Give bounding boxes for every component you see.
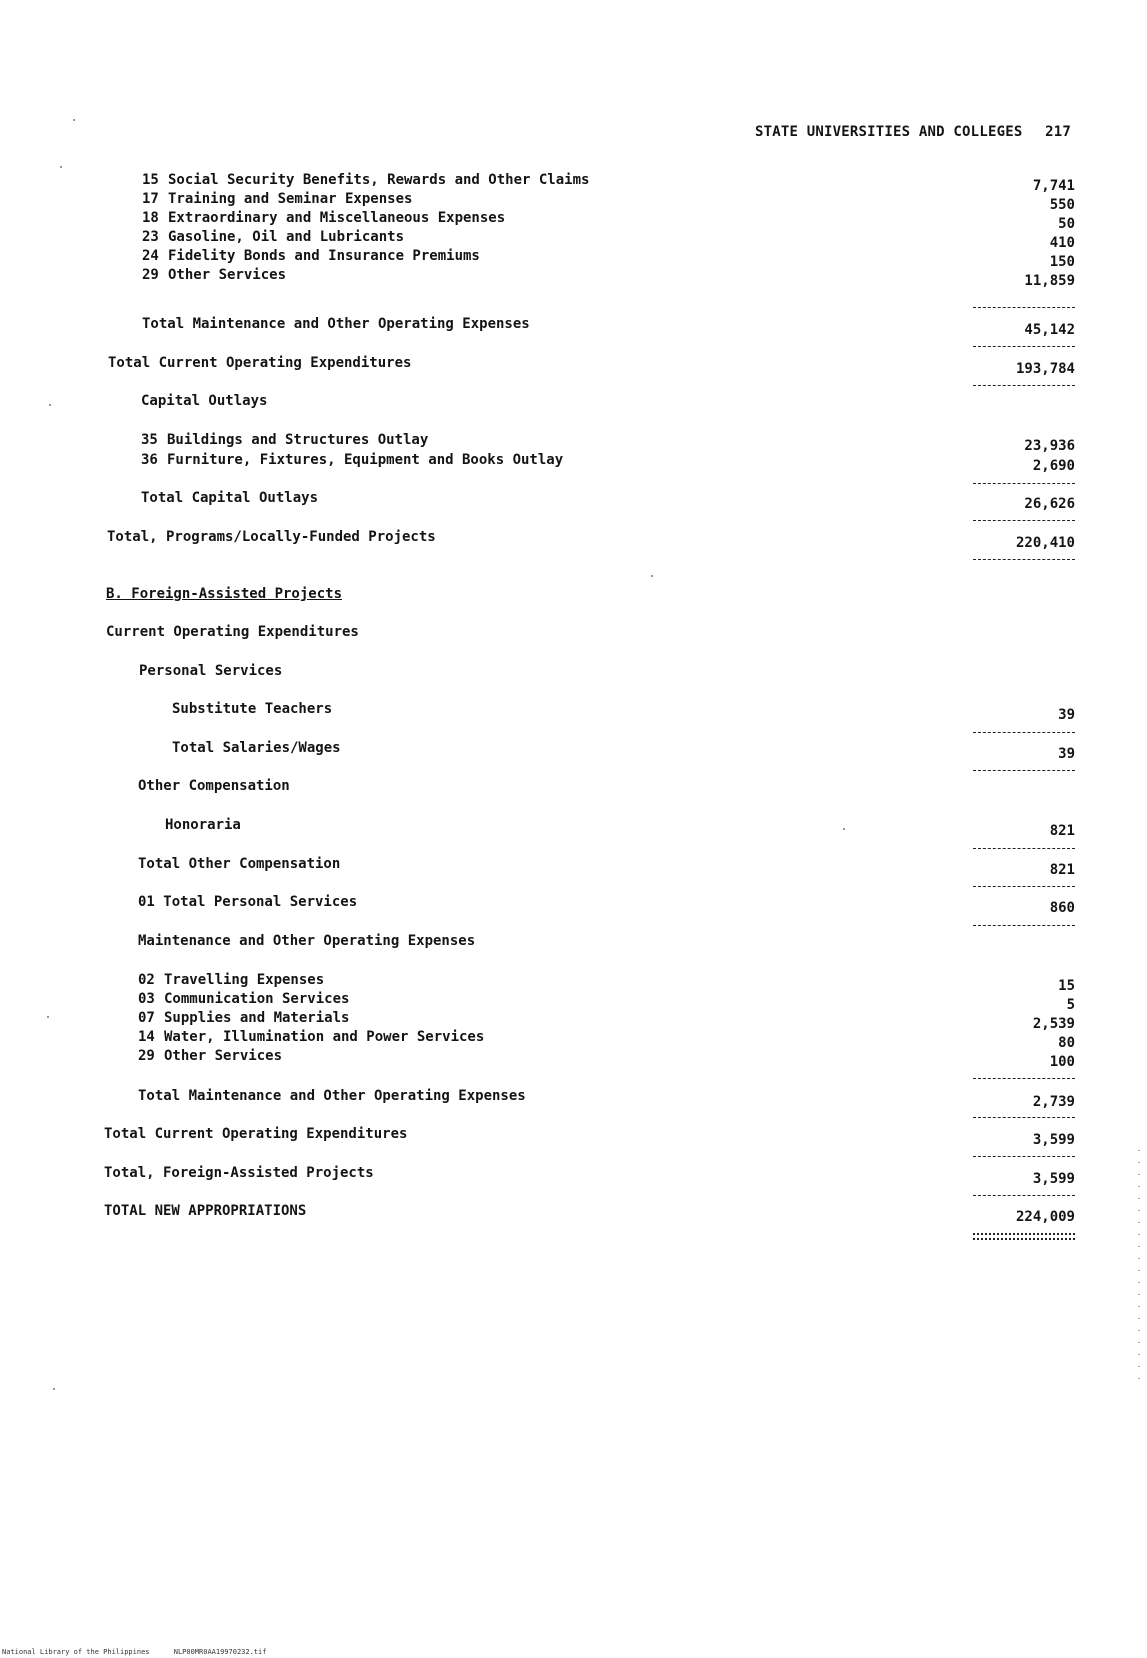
line-item-label: Supplies and Materials xyxy=(164,1010,350,1026)
line-item xyxy=(0,430,1147,454)
account-code: 14 xyxy=(138,1029,155,1045)
line-item-label: Total Other Compensation xyxy=(138,856,341,872)
line-item xyxy=(0,227,1147,251)
account-code: 29 xyxy=(142,267,159,283)
subtotal-rule xyxy=(973,886,1075,887)
line-item-amount: 50 xyxy=(1058,216,1075,232)
line-item-label: Other Services xyxy=(168,267,287,283)
line-item-label: Total Capital Outlays xyxy=(141,490,319,506)
scan-speck xyxy=(73,119,75,121)
subtotal-rule xyxy=(973,848,1075,849)
subtotal-row xyxy=(0,738,1147,762)
section-heading-label: Personal Services xyxy=(139,663,283,679)
account-code: 36 xyxy=(141,452,158,468)
line-item-amount: 821 xyxy=(1049,823,1075,839)
total-row xyxy=(0,892,1147,916)
line-item-amount: 3,599 xyxy=(1032,1171,1075,1187)
page-header-title: STATE UNIVERSITIES AND COLLEGES xyxy=(754,124,1023,140)
line-item-label: Total Salaries/Wages xyxy=(172,740,341,756)
line-item-label: Total, Foreign-Assisted Projects xyxy=(104,1165,374,1181)
footer-source: National Library of the Philippines xyxy=(2,1648,150,1656)
scan-speck xyxy=(49,404,51,406)
total-row xyxy=(0,1124,1147,1148)
scan-speck xyxy=(843,828,845,830)
line-item-label: Substitute Teachers xyxy=(172,701,333,717)
account-code: 02 xyxy=(138,972,155,988)
line-item-amount: 26,626 xyxy=(1024,496,1075,512)
line-item xyxy=(0,189,1147,213)
line-item-amount: 45,142 xyxy=(1024,322,1075,338)
line-item xyxy=(0,989,1147,1013)
line-item-amount: 7,741 xyxy=(1032,178,1075,194)
line-item-amount: 2,739 xyxy=(1032,1094,1075,1110)
line-item-amount: 100 xyxy=(1049,1054,1075,1070)
line-item-label: Social Security Benefits, Rewards and Other Claims xyxy=(168,172,590,188)
total-row xyxy=(0,353,1147,377)
section-heading xyxy=(0,622,1147,642)
line-item-amount: 150 xyxy=(1049,254,1075,270)
section-heading xyxy=(0,776,1147,796)
line-item-label: Extraordinary and Miscellaneous Expenses xyxy=(168,210,506,226)
subtotal-rule xyxy=(973,770,1075,771)
line-item-amount: 224,009 xyxy=(1015,1209,1075,1225)
line-item xyxy=(0,815,1147,839)
subtotal-rule xyxy=(973,559,1075,560)
scan-footer xyxy=(2,1648,266,1656)
account-code: 03 xyxy=(138,991,155,1007)
line-item-amount: 821 xyxy=(1049,862,1075,878)
line-item-label: Water, Illumination and Power Services xyxy=(164,1029,485,1045)
section-heading xyxy=(0,661,1147,681)
line-item-amount: 550 xyxy=(1049,197,1075,213)
line-item-label: Total Current Operating Expenditures xyxy=(108,355,412,371)
line-item xyxy=(0,1027,1147,1051)
subtotal-row xyxy=(0,1086,1147,1110)
line-item-amount: 193,784 xyxy=(1015,361,1075,377)
line-item-amount: 860 xyxy=(1049,900,1075,916)
scan-speck xyxy=(53,1388,55,1390)
line-item-label: Gasoline, Oil and Lubricants xyxy=(168,229,405,245)
line-item xyxy=(0,1008,1147,1032)
subtotal-rule xyxy=(973,385,1075,386)
line-item-label: Other Services xyxy=(164,1048,283,1064)
section-heading-label: Capital Outlays xyxy=(141,393,268,409)
scan-speck xyxy=(651,575,653,577)
subtotal-row xyxy=(0,314,1147,338)
page-header xyxy=(755,124,1071,140)
scan-speck xyxy=(60,166,62,168)
account-code: 35 xyxy=(141,432,158,448)
footer-file: NLP00MR0AA19970232.tif xyxy=(173,1648,267,1656)
page-number: 217 xyxy=(1045,124,1071,140)
line-item-label: TOTAL NEW APPROPRIATIONS xyxy=(104,1203,307,1219)
line-item-amount: 410 xyxy=(1049,235,1075,251)
account-code: 18 xyxy=(142,210,159,226)
subtotal-rule xyxy=(973,520,1075,521)
account-code: 29 xyxy=(138,1048,155,1064)
line-item xyxy=(0,450,1147,474)
grand-total-double-rule xyxy=(973,1233,1075,1240)
account-code: 07 xyxy=(138,1010,155,1026)
line-item-amount: 39 xyxy=(1058,746,1075,762)
subtotal-rule xyxy=(973,925,1075,926)
grand-total-row xyxy=(0,1201,1147,1225)
account-code: 17 xyxy=(142,191,159,207)
account-code: 15 xyxy=(142,172,159,188)
line-item-label: Total, Programs/Locally-Funded Projects xyxy=(107,529,436,545)
line-item-label: Communication Services xyxy=(164,991,350,1007)
total-row xyxy=(0,1163,1147,1187)
subtotal-rule xyxy=(973,346,1075,347)
line-item-label: Total Maintenance and Other Operating Expenses xyxy=(142,316,530,332)
scan-edge-artifact xyxy=(1138,1150,1140,1390)
line-item-label: Buildings and Structures Outlay xyxy=(167,432,429,448)
line-item-amount: 2,539 xyxy=(1032,1016,1075,1032)
line-item xyxy=(0,246,1147,270)
section-heading-label: Current Operating Expenditures xyxy=(106,624,359,640)
line-item xyxy=(0,970,1147,994)
line-item-amount: 5 xyxy=(1066,997,1075,1013)
subtotal-rule xyxy=(973,732,1075,733)
section-heading-label: Other Compensation xyxy=(138,778,290,794)
line-item xyxy=(0,1046,1147,1070)
subtotal-rule xyxy=(973,1078,1075,1079)
line-item xyxy=(0,208,1147,232)
subtotal-row xyxy=(0,854,1147,878)
section-heading-label: Maintenance and Other Operating Expenses xyxy=(138,933,476,949)
line-item-amount: 15 xyxy=(1058,978,1075,994)
section-title-label: B. Foreign-Assisted Projects xyxy=(106,586,343,602)
line-item-label: Travelling Expenses xyxy=(164,972,325,988)
line-item-label: Total Maintenance and Other Operating Expenses xyxy=(138,1088,526,1104)
account-code: 23 xyxy=(142,229,159,245)
subtotal-row xyxy=(0,488,1147,512)
subtotal-rule xyxy=(973,1156,1075,1157)
line-item-label: Total Current Operating Expenditures xyxy=(104,1126,408,1142)
line-item-label: Training and Seminar Expenses xyxy=(168,191,413,207)
section-title xyxy=(0,584,1147,604)
subtotal-rule xyxy=(973,1195,1075,1196)
line-item-label: Fidelity Bonds and Insurance Premiums xyxy=(168,248,480,264)
line-item xyxy=(0,699,1147,723)
subtotal-rule xyxy=(973,307,1075,308)
line-item-label: Honoraria xyxy=(165,817,241,833)
line-item-amount: 39 xyxy=(1058,707,1075,723)
line-item xyxy=(0,265,1147,289)
subtotal-rule xyxy=(973,483,1075,484)
line-item-amount: 23,936 xyxy=(1024,438,1075,454)
section-heading xyxy=(0,931,1147,951)
line-item-amount: 2,690 xyxy=(1032,458,1075,474)
line-item xyxy=(0,170,1147,194)
scan-speck xyxy=(47,1016,49,1018)
line-item-amount: 220,410 xyxy=(1015,535,1075,551)
line-item-amount: 80 xyxy=(1058,1035,1075,1051)
line-item-amount: 11,859 xyxy=(1024,273,1075,289)
line-item-amount: 3,599 xyxy=(1032,1132,1075,1148)
subtotal-rule xyxy=(973,1117,1075,1118)
account-code: 24 xyxy=(142,248,159,264)
total-row xyxy=(0,527,1147,551)
section-heading xyxy=(0,391,1147,411)
line-item-label: 01 Total Personal Services xyxy=(138,894,358,910)
line-item-label: Furniture, Fixtures, Equipment and Books Outlay xyxy=(167,452,564,468)
